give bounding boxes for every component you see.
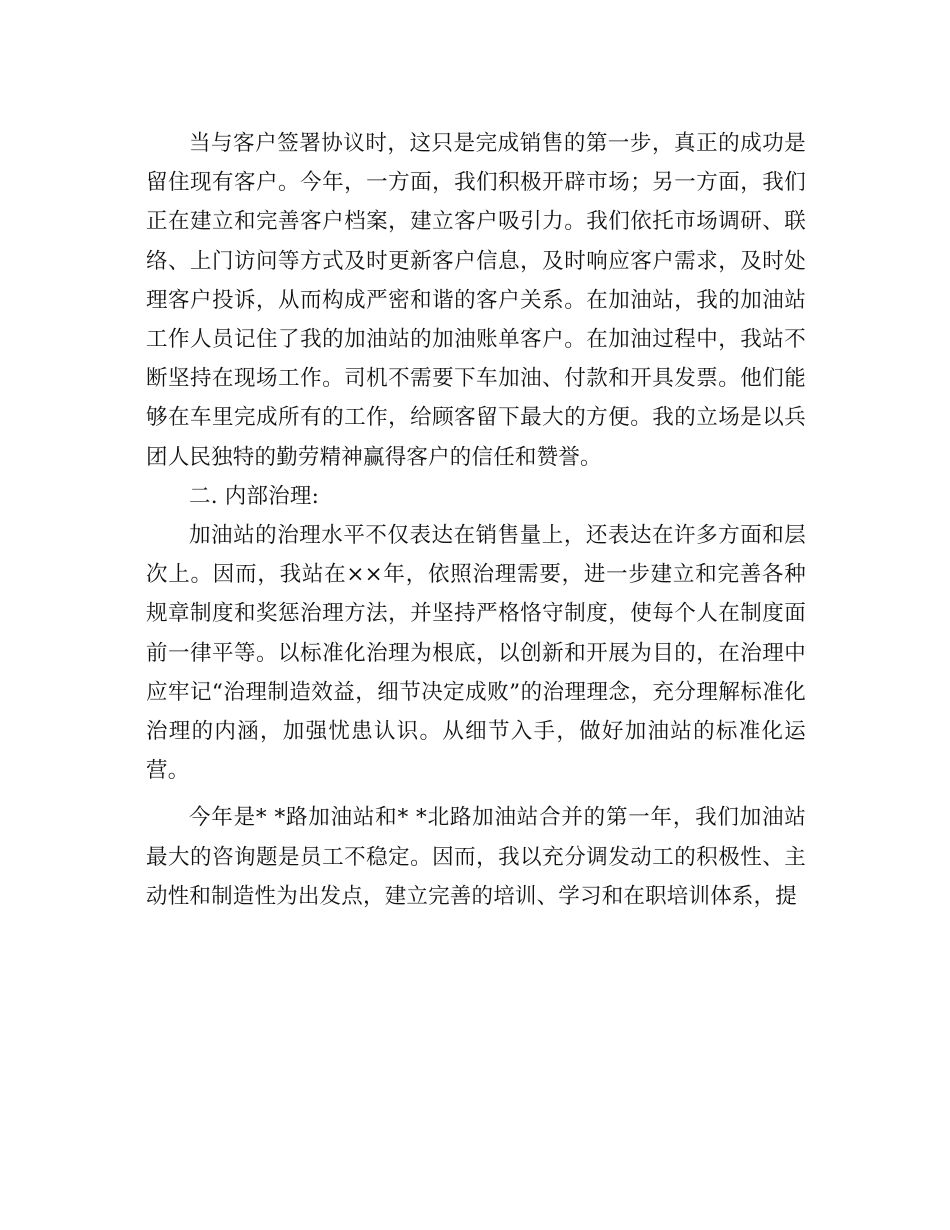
paragraph-spacer	[146, 790, 806, 798]
paragraph-customer-retention: 当与客户签署协议时，这只是完成销售的第一步，真正的成功是留住现有客户。今年，一方面，我们积极开辟市场；另一方面，我们正在建立和完善客户档案，建立客户吸引力。我们依托市场调研、联络、上门访问等方式及时更新客户信息，及时响应客户需求，及时处理客户投诉，从而构成严密和谐的客户关系。在加油站，我的加油站工作人员记住了我的加油站的加油账单客户。在加油过程中，我站不断坚持在现场工作。司机不需要下车加油、付款和开具发票。他们能够在车里完成所有的工作，给顾客留下最大的方便。我的立场是以兵团人民独特的勤劳精神赢得客户的信任和赞誉。	[146, 131, 806, 470]
paragraph-governance-level: 加油站的治理水平不仅表达在销售量上，还表达在许多方面和层次上。因而，我站在××年，依照治理需要，进一步建立和完善各种规章制度和奖惩治理方法，并坚持严格恪守制度，使每个人在制度面前一律平等。以标准化治理为根底，以创新和开展为目的，在治理中应牢记“治理制造效益，细节决定成败”的治理理念，充分理解标准化治理的内涵，加强忧患认识。从细节入手，做好加油站的标准化运营。	[146, 523, 806, 784]
paragraph-merger-staff: 今年是* *路加油站和* *北路加油站合并的第一年，我们加油站最大的咨询题是员工不稳定。因而，我以充分调发动工的积极性、主动性和制造性为出发点，建立完善的培训、学习和在职培训体系，提	[146, 805, 806, 909]
section-heading-internal-governance: 二. 内部治理:	[189, 483, 320, 509]
document-body	[146, 124, 806, 916]
